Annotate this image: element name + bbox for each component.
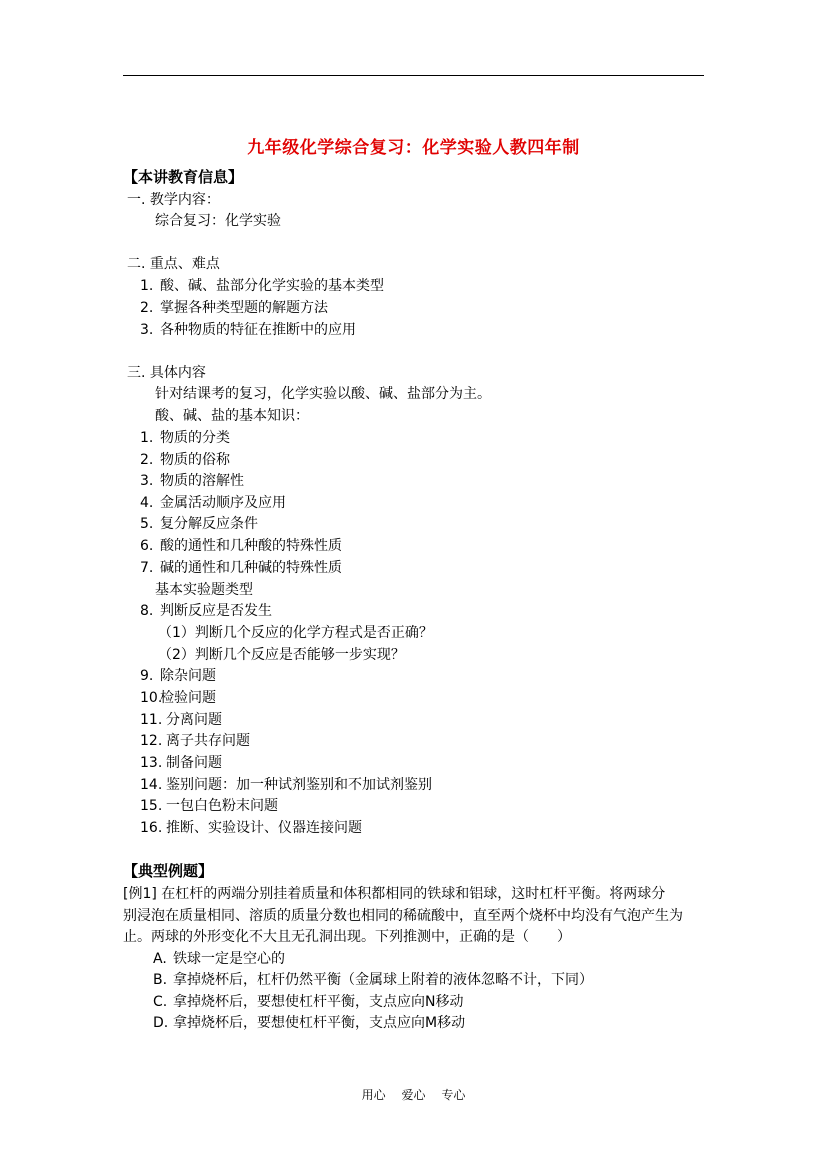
- list-item: 16. 推断、实验设计、仪器连接问题: [140, 820, 362, 836]
- option-c: C. 拿掉烧杯后，要想使杠杆平衡，支点应向N移动: [153, 994, 464, 1010]
- list-item: 3. 各种物质的特征在推断中的应用: [140, 322, 356, 338]
- section-1-text: 综合复习：化学实验: [155, 213, 281, 229]
- example-text-line: 止。两球的外形变化不大且无孔洞出现。下列推测中，正确的是（ ）: [123, 929, 571, 945]
- list-item: 2. 物质的俗称: [140, 452, 230, 468]
- option-d: D. 拿掉烧杯后，要想使杠杆平衡，支点应向M移动: [153, 1015, 466, 1031]
- example-text-line: [例1] 在杠杆的两端分别挂着质量和体积都相同的铁球和铝球，这时杠杆平衡。将两球分: [123, 886, 666, 902]
- header-rule: [123, 75, 704, 76]
- list-item: 14. 鉴别问题：加一种试剂鉴别和不加试剂鉴别: [140, 777, 432, 793]
- list-item: 4. 金属活动顺序及应用: [140, 495, 286, 511]
- list-item: 13. 制备问题: [140, 755, 222, 771]
- list-item: 1. 物质的分类: [140, 430, 230, 446]
- examples-header: 【典型例题】: [123, 862, 214, 880]
- section-1-label: 一. 教学内容：: [127, 192, 220, 208]
- list-item: 9. 除杂问题: [140, 668, 216, 684]
- list-item: 8. 判断反应是否发生: [140, 603, 272, 619]
- section-2-label: 二. 重点、难点: [127, 256, 220, 272]
- list-item: 5. 复分解反应条件: [140, 516, 258, 532]
- footer-text: 用心: [361, 1088, 386, 1102]
- section-3-label: 三. 具体内容: [127, 365, 206, 381]
- page-footer: [0, 1086, 827, 1103]
- list-item: 6. 酸的通性和几种酸的特殊性质: [140, 538, 342, 554]
- list-item: 2. 掌握各种类型题的解题方法: [140, 300, 328, 316]
- list-item: 12. 离子共存问题: [140, 733, 250, 749]
- list-item: 11. 分离问题: [140, 712, 222, 728]
- sub-item: （2）判断几个反应是否能够一步实现？: [158, 647, 405, 663]
- sub-item: （1）判断几个反应的化学方程式是否正确？: [158, 625, 433, 641]
- option-b: B. 拿掉烧杯后，杠杆仍然平衡（金属球上附着的液体忽略不计，下同）: [153, 972, 593, 988]
- section-3-intro-2: 酸、碱、盐的基本知识：: [155, 408, 309, 424]
- example-text-line: 别浸泡在质量相同、溶质的质量分数也相同的稀硫酸中，直至两个烧杯中均没有气泡产生为: [123, 908, 683, 924]
- subheading: 基本实验题类型: [155, 582, 253, 598]
- list-item: 3. 物质的溶解性: [140, 473, 244, 489]
- list-item: 15. 一包白色粉末问题: [140, 798, 278, 814]
- option-a: A. 铁球一定是空心的: [153, 951, 285, 967]
- footer-text: 专心: [441, 1088, 466, 1102]
- info-section-header: 【本讲教育信息】: [123, 168, 244, 186]
- list-item: 10.检验问题: [140, 690, 216, 706]
- section-3-intro: 针对结课考的复习，化学实验以酸、碱、盐部分为主。: [155, 386, 491, 402]
- list-item: 1. 酸、碱、盐部分化学实验的基本类型: [140, 278, 384, 294]
- page-title: 九年级化学综合复习：化学实验人教四年制: [247, 138, 580, 158]
- list-item: 7. 碱的通性和几种碱的特殊性质: [140, 560, 342, 576]
- footer-text: 爱心: [401, 1088, 426, 1102]
